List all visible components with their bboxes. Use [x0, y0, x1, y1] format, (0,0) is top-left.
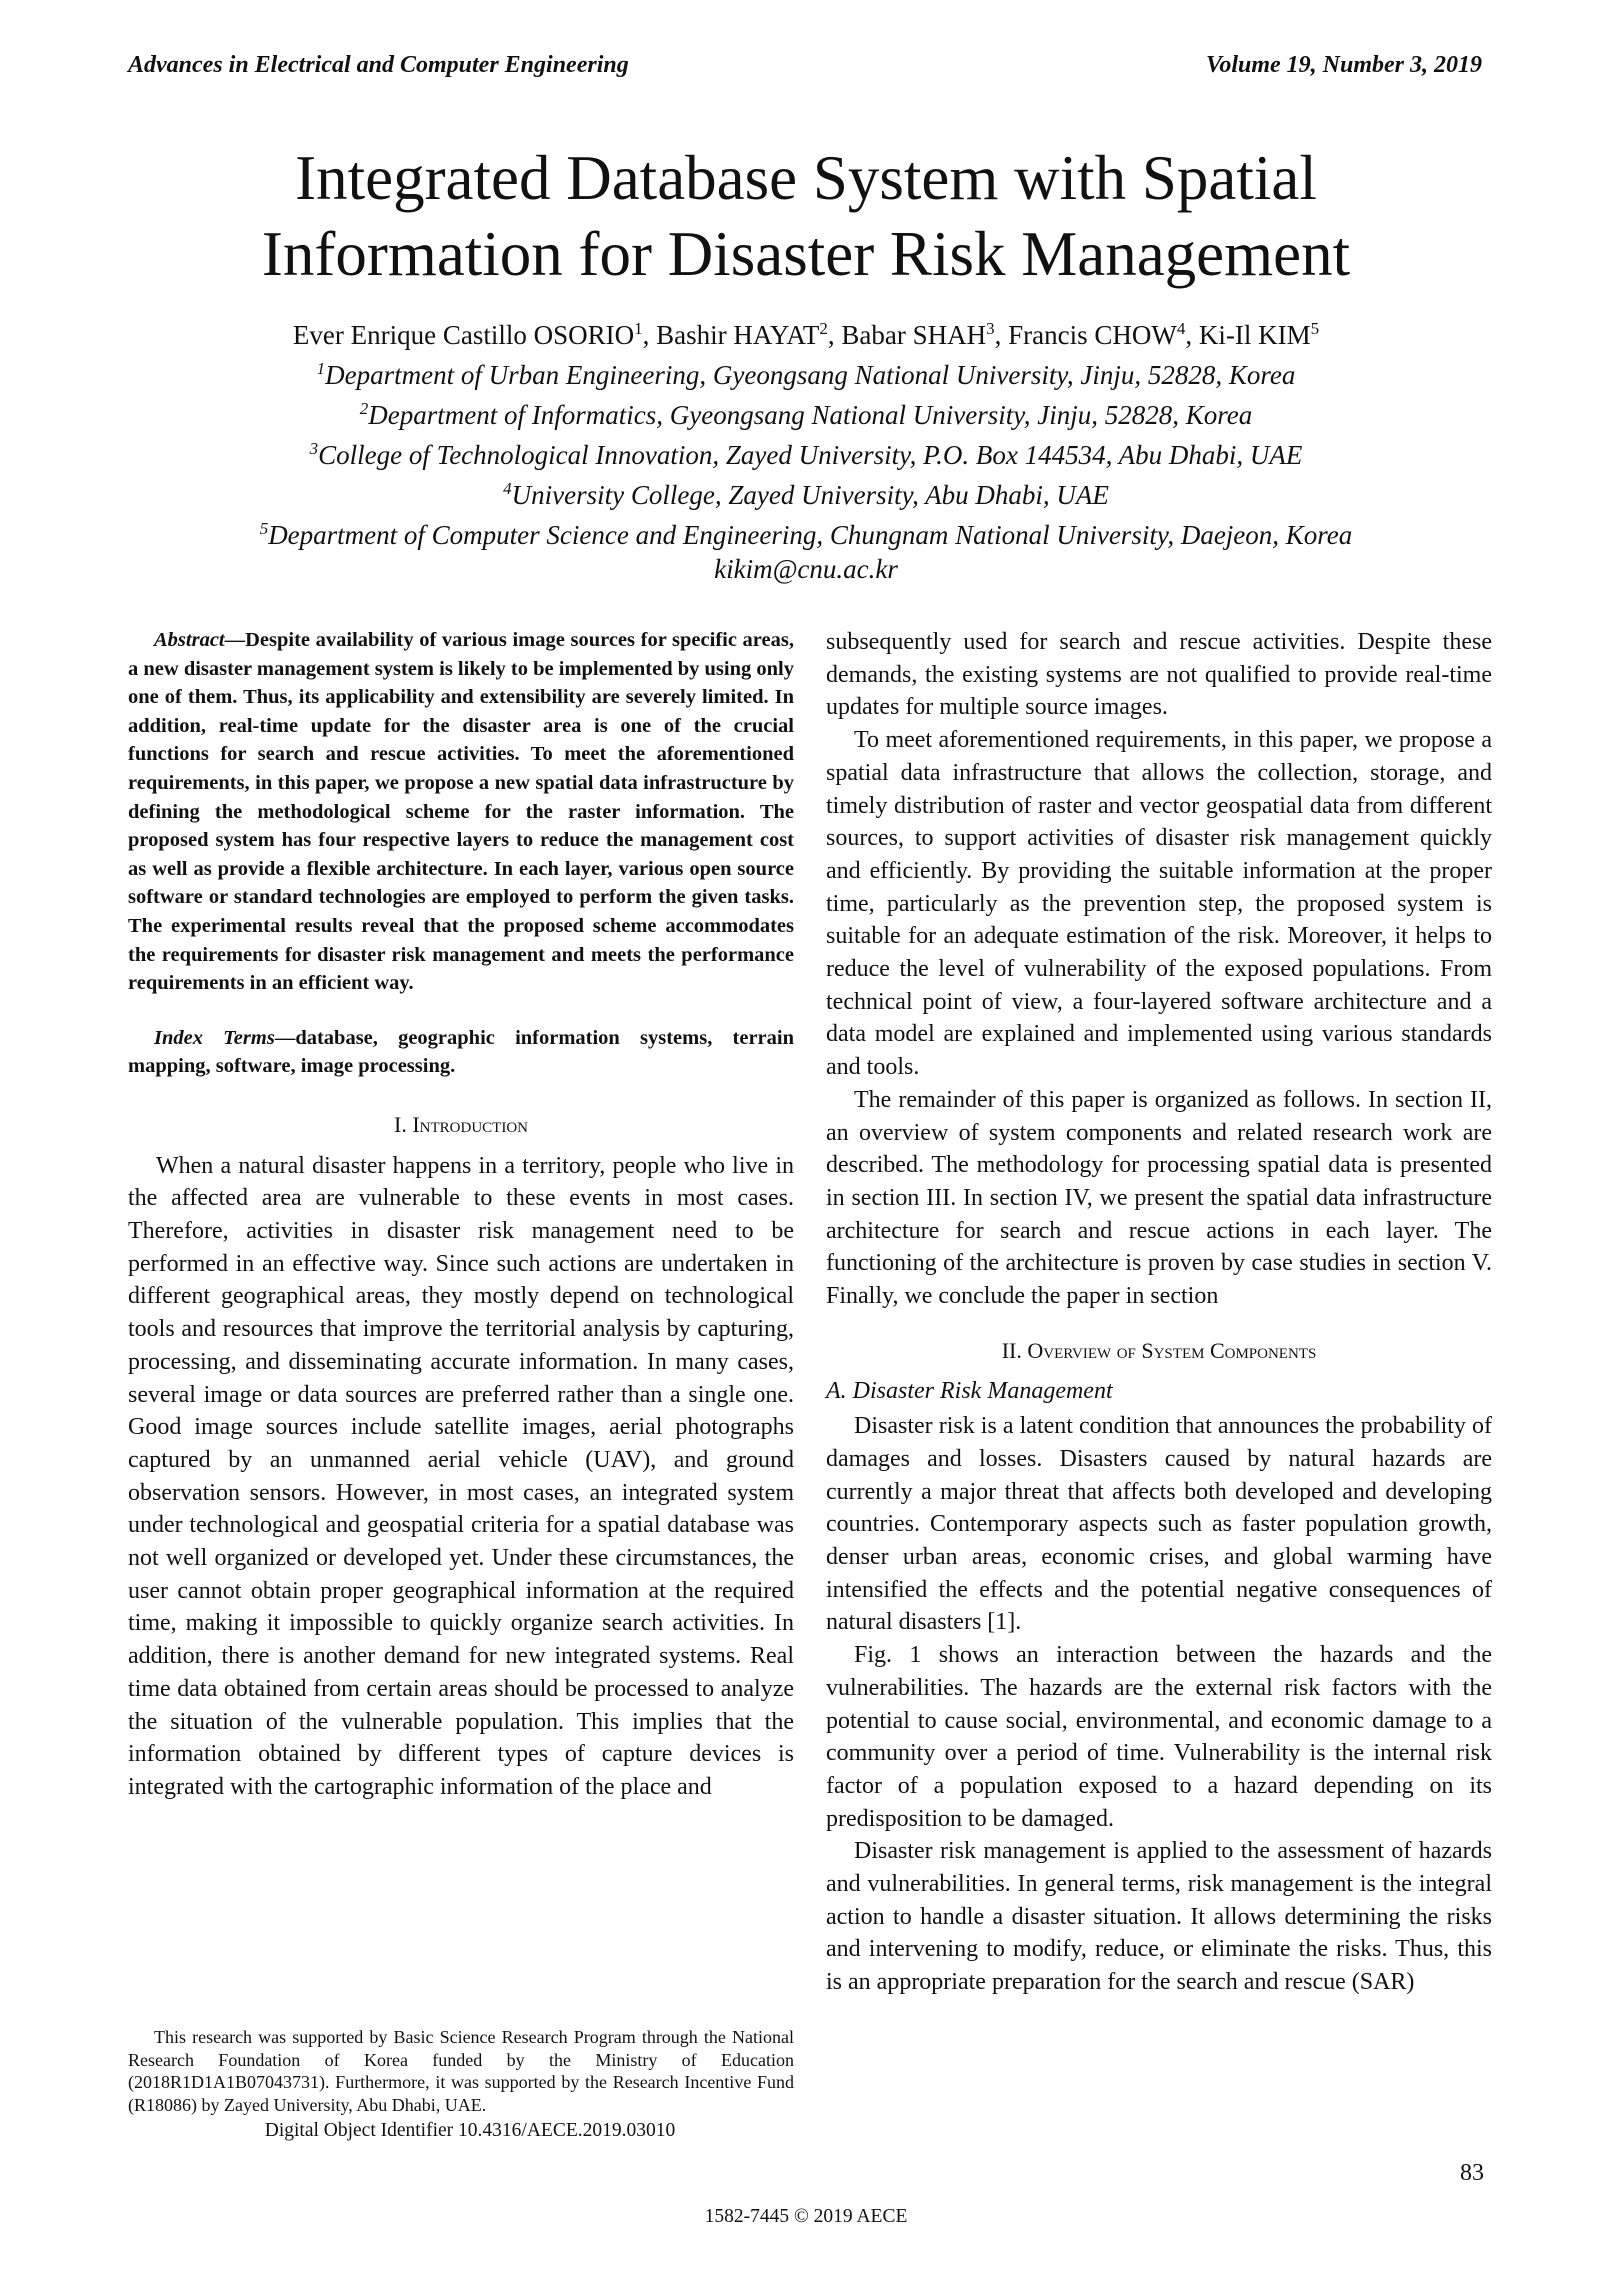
author-sup: 3: [986, 319, 995, 338]
author-name: , Bashir HAYAT: [642, 320, 820, 350]
author-block: [0, 312, 1612, 586]
affiliation: $^1$Department of Urban Engineering, Gyeongsang National University, Jinju, 52828, Korea: [316, 359, 1296, 390]
affiliation: $^5$Department of Computer Science and Engineering, Chungnam National University, Daejeon, Korea: [259, 519, 1353, 550]
section-heading-introduction: I. Introduction: [394, 1111, 528, 1137]
paragraph: Disaster risk management is applied to the assessment of hazards and vulnerabilities. In general terms, risk management is the integral action to handle a disaster situation. It allows determining the risks and intervening to modify, reduce, or eliminate the risks. Thus, this is an appropriate preparation for the search and rescue (SAR): [826, 1838, 1492, 1996]
paper-title: [0, 140, 1612, 292]
funding-footnote: This research was supported by Basic Science Research Program through the National Research Foundation of Korea funded by the Ministry of Education (2018R1D1A1B07043731). Furthermore, it was supported by the Research Incentive Fund (R18086) by Zayed University, Abu Dhabi, UAE.: [128, 2027, 794, 2115]
author-sup: 1: [634, 319, 643, 338]
affiliation: $^3$College of Technological Innovation, Zayed University, P.O. Box 144534, Abu Dhabi, UAE: [309, 439, 1303, 470]
author-sup: 2: [819, 319, 828, 338]
author-sup: 4: [1176, 319, 1186, 338]
author-sup: 5: [1310, 319, 1320, 338]
author-name: , Francis CHOW: [994, 320, 1177, 350]
paragraph: subsequently used for search and rescue activities. Despite these demands, the existing systems are not qualified to provide real-time updates for multiple source images.: [826, 629, 1492, 721]
right-column: [826, 626, 1492, 1999]
abstract: Abstract—Despite availability of various image sources for specific areas, a new disaster management system is likely to be implemented by using only one of them. Thus, its applicability and extensibility are severely limited. In addition, real-time update for the disaster area is one of the crucial functions for search and rescue activities. To meet the aforementioned requirements, in this paper, we propose a new spatial data infrastructure by defining the methodological scheme for the raster information. The proposed system has four respective layers to reduce the management cost as well as provide a flexible architecture. In each layer, various open source software or standard technologies are employed to perform the given tasks. The experimental results reveal that the proposed scheme accommodates the requirements for disaster risk management and meets the performance requirements in an efficient way.: [128, 629, 794, 995]
email[interactable]: kikim@cnu.ac.kr: [714, 554, 898, 584]
author-list: [0, 312, 1612, 352]
page-number: 83: [1460, 2160, 1484, 2186]
affiliation: $^2$Department of Informatics, Gyeongsang National University, Jinju, 52828, Korea: [359, 399, 1253, 430]
journal-name: Advances in Electrical and Computer Engineering: [128, 52, 629, 78]
paragraph: Disaster risk is a latent condition that announces the probability of damages and losses. Disasters caused by natural hazards are currently a major threat that affects both developed and developing countries. Contemporary aspects such as faster population growth, denser urban areas, economic crises, and global warming have intensified the effects and the potential negative consequences of natural disasters [1].: [826, 1413, 1492, 1636]
title-line-1: Integrated Database System with Spatial: [295, 143, 1317, 213]
issn-copyright: 1582-7445 © 2019 AECE: [704, 2206, 908, 2227]
left-column: [128, 626, 794, 1804]
paragraph: Fig. 1 shows an interaction between the hazards and the vulnerabilities. The hazards are the external risk factors with the potential to cause social, environmental, and economic damage to a community over a period of time. Vulnerability is the internal risk factor of a population exposed to a hazard depending on its predisposition to be damaged.: [826, 1642, 1492, 1832]
paragraph: To meet aforementioned requirements, in this paper, we propose a spatial data infrastructure that allows the collection, storage, and timely distribution of raster and vector geospatial data from different sources, to support activities of disaster risk management quickly and efficiently. By providing the suitable information at the proper time, particularly as the prevention step, the proposed system is suitable for an adequate estimation of the risk. Moreover, it helps to reduce the level of vulnerability of the exposed populations. From technical point of view, a four-layered software architecture and a data model are explained and implemented using various standards and tools.: [826, 727, 1492, 1081]
index-terms: Index Terms—database, geographic information systems, terrain mapping, software, image processing.: [128, 1026, 794, 1078]
doi[interactable]: Digital Object Identifier 10.4316/AECE.2019.03010: [264, 2120, 676, 2141]
volume-info: Volume 19, Number 3, 2019: [1205, 52, 1482, 78]
author-name: , Ki-Il KIM: [1185, 320, 1311, 350]
subsection-heading: A. Disaster Risk Management: [826, 1378, 1113, 1405]
paragraph: When a natural disaster happens in a territory, people who live in the affected area are vulnerable to these events in most cases. Therefore, activities in disaster risk management need to be performed in an effective way. Since such actions are undertaken in different geographical areas, they mostly depend on technological tools and resources that improve the territorial analysis by capturing, processing, and disseminating accurate information. In many cases, several image or data sources are preferred rather than a single one. Good image sources include satellite images, aerial photographs captured by an unmanned aerial vehicle (UAV), and ground observation sensors. However, in most cases, an integrated system under technological and geospatial criteria for a spatial database was not well organized or developed yet. Under these circumstances, the user cannot obtain proper geographical information at the required time, making it impossible to quickly organize search activities. In addition, there is another demand for new integrated systems. Real time data obtained from certain areas should be processed to analyze the situation of the vulnerable population. This implies that the information obtained by different types of capture devices is integrated with the cartographic information of the place and: [128, 1152, 794, 1800]
author-name: Ever Enrique Castillo OSORIO: [292, 320, 635, 350]
paragraph: The remainder of this paper is organized as follows. In section II, an overview of system components and related research work are described. The methodology for processing spatial data is presented in section III. In section IV, we present the spatial data infrastructure architecture for search and rescue actions in each layer. The functioning of the architecture is proven by case studies in section V. Finally, we conclude the paper in section: [826, 1086, 1492, 1310]
author-name: , Babar SHAH: [827, 320, 987, 350]
section-heading-overview: II. Overview of System Components: [1001, 1337, 1317, 1363]
title-line-2: Information for Disaster Risk Management: [261, 219, 1351, 289]
affiliation: $^4$University College, Zayed University, Abu Dhabi, UAE: [503, 479, 1109, 510]
